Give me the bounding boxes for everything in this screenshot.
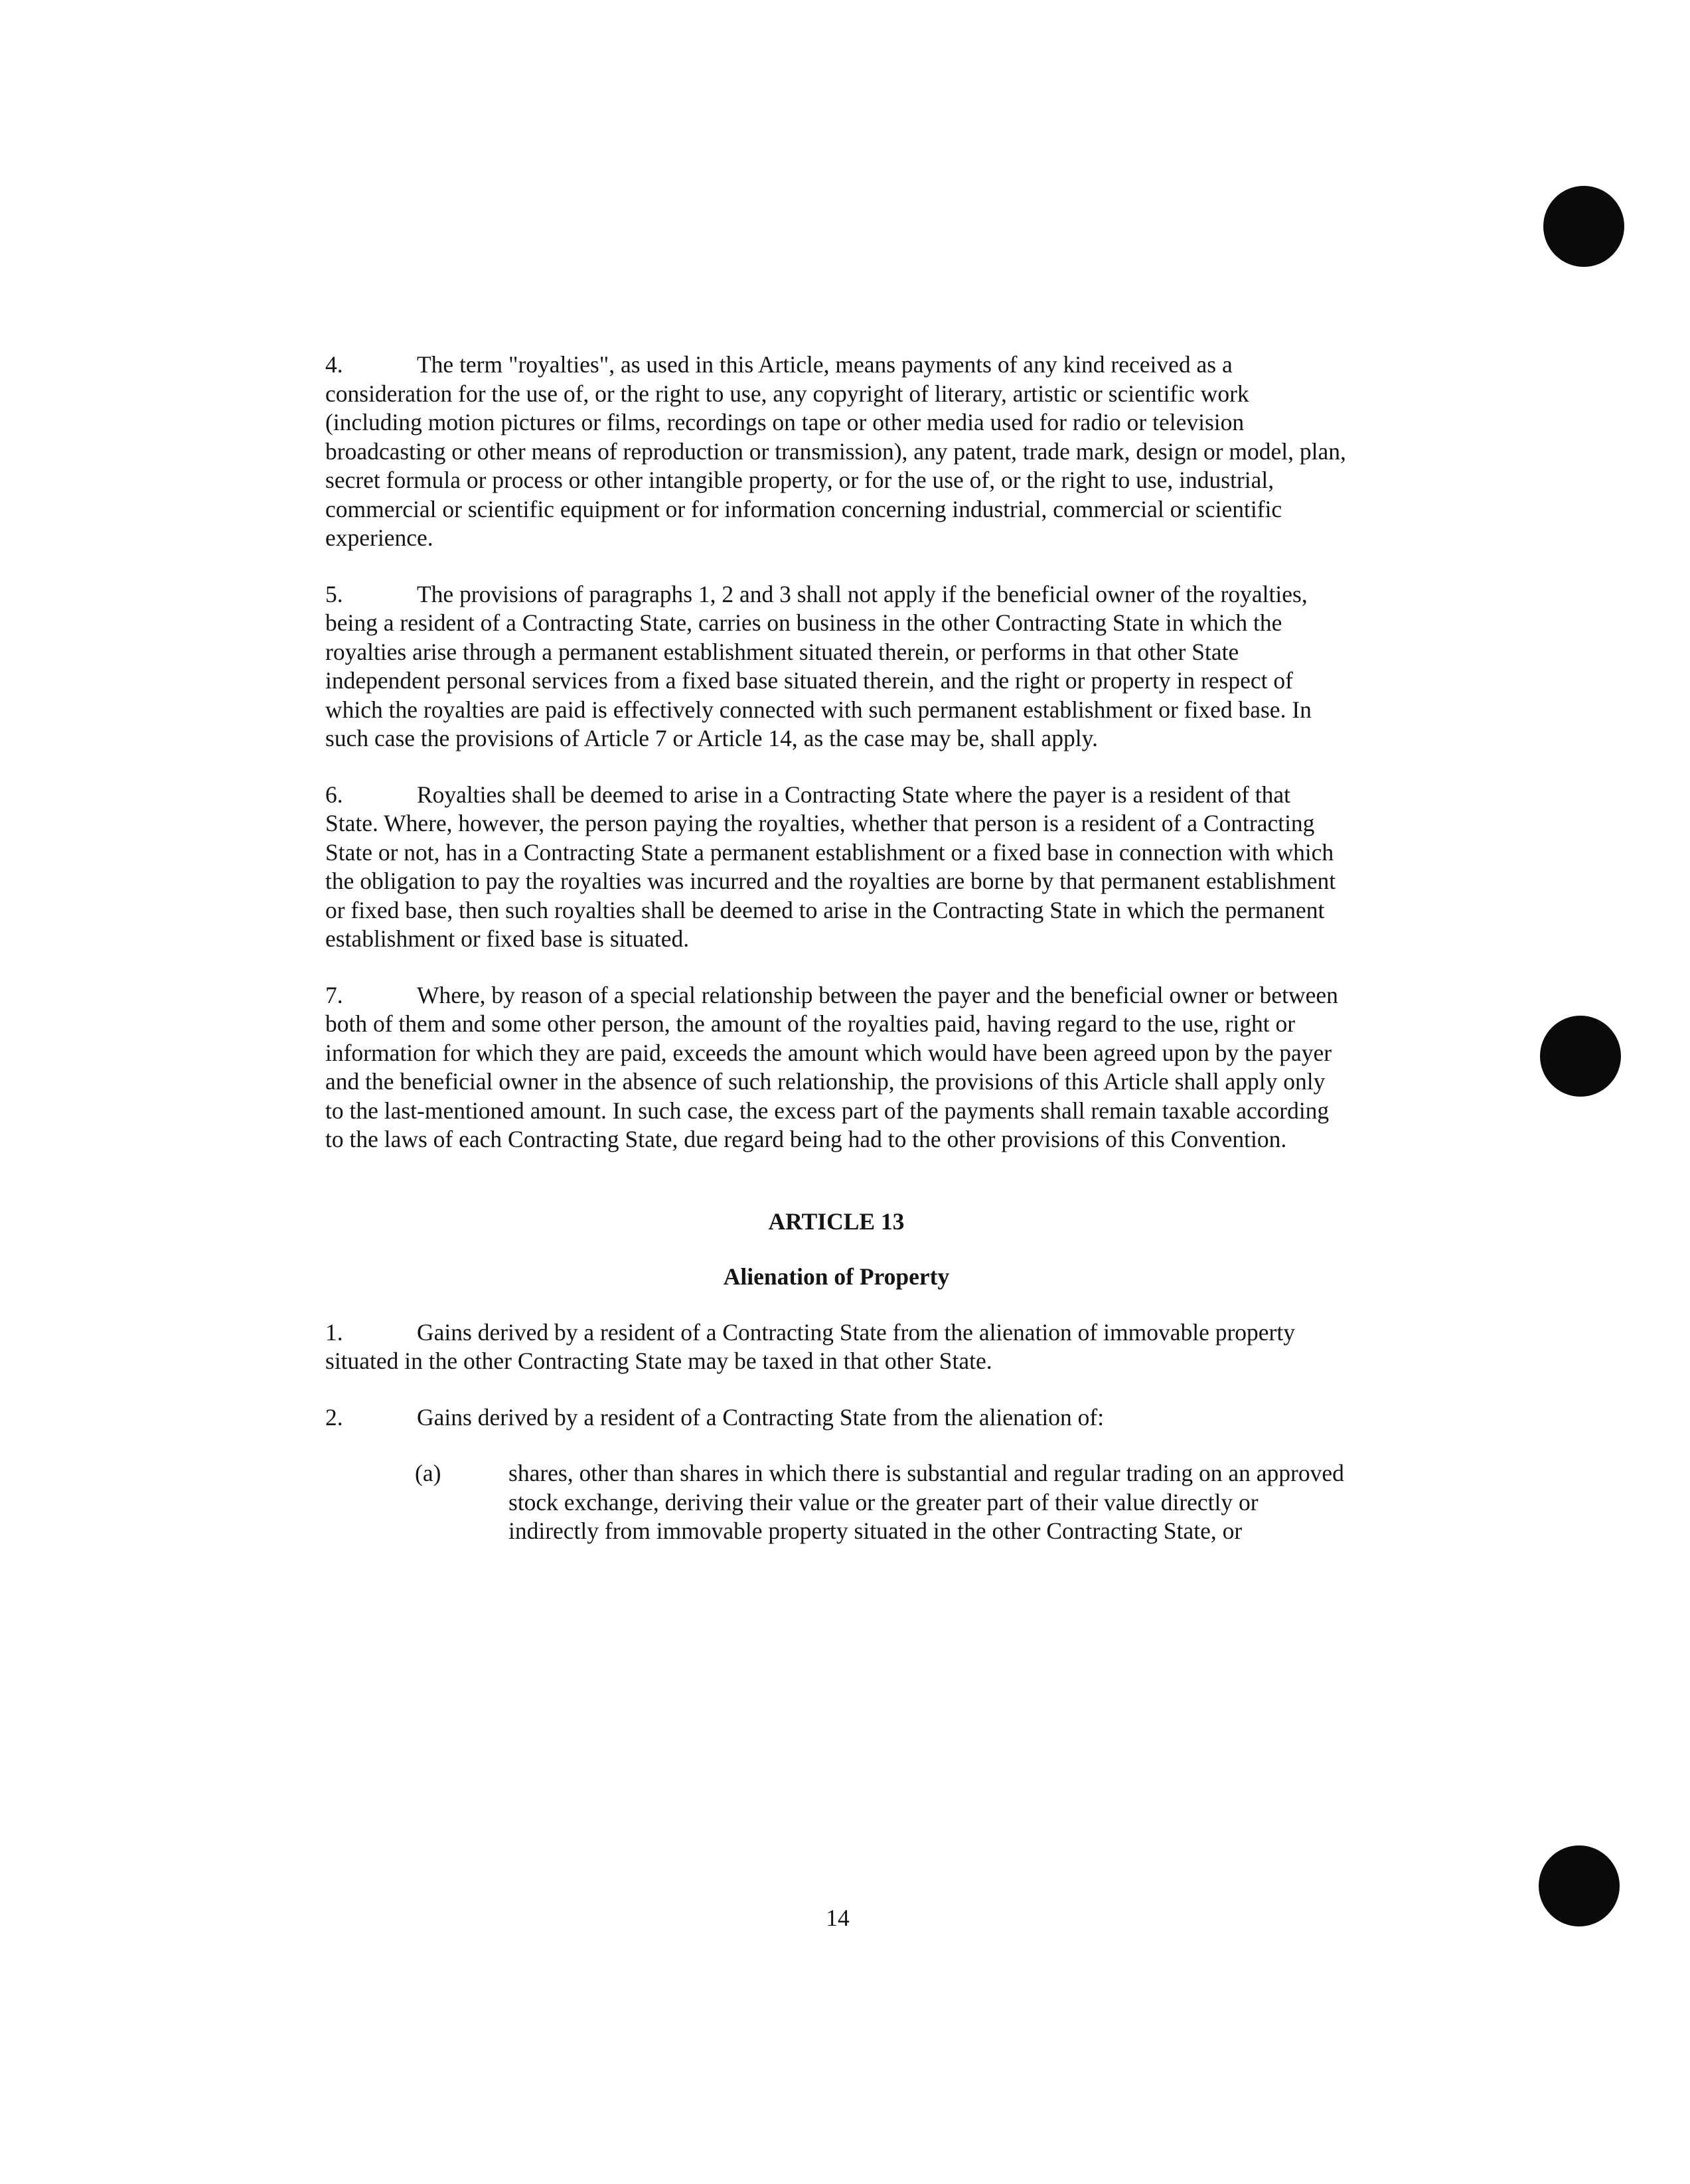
paragraph-text: The provisions of paragraphs 1, 2 and 3 shall not apply if the beneficial owner of the royalties, being a resident of a Contracting State, carries on business in the other Contracting State in which the royalties arise through a permanent establishment situated therein, or performs in that other State independent personal services from a fixed base situated therein, and the right or property in respect of which the royalties are paid is effectively connected with such permanent establishment or fixed base. In such case the provisions of Article 7 or Article 14, as the case may be, shall apply. [325,580,1312,751]
paragraph-text: Royalties shall be deemed to arise in a Contracting State where the payer is a resident of that State. Where, however, the person paying the royalties, whether that person is a resident of a Contracting State or not, has in a Contracting State a permanent establishment or a fixed base in connection with which the obligation to pay the royalties was incurred and the royalties are borne by that permanent establishment or fixed base, then such royalties shall be deemed to arise in the Contracting State in which the permanent establishment or fixed base is situated. [325,781,1336,952]
page-number: 14 [826,1905,850,1931]
page-number-container [0,1904,1690,1933]
sub-item-a [325,1459,1347,1546]
punch-hole-middle [1540,1016,1621,1097]
article-subtitle: Alienation of Property [723,1263,950,1290]
paragraph-number: 4. [325,351,343,378]
punch-hole-top [1543,186,1624,267]
paragraph-number: 7. [325,981,343,1008]
paragraph-6 [325,781,1347,954]
article-paragraph-2 [325,1403,1347,1433]
paragraph-4 [325,351,1347,553]
paragraph-text: Gains derived by a resident of a Contracting State from the alienation of: [417,1403,1105,1431]
paragraph-5 [325,580,1347,753]
paragraph-text: Where, by reason of a special relationship between the payer and the beneficial owner or between both of them and some other person, the amount of the royalties paid, having regard to the use, right or information for which they are paid, exceeds the amount which would have been agreed upon by the payer and the beneficial owner in the absence of such relationship, the provisions of this Article shall apply only to the last-mentioned amount. In such case, the excess part of the payments shall remain taxable according to the laws of each Contracting State, due regard being had to the other provisions of this Convention. [325,981,1338,1152]
paragraph-number: 5. [325,580,343,607]
paragraph-number: 1. [325,1318,343,1346]
article-paragraph-1 [325,1318,1347,1376]
paragraph-7 [325,981,1347,1154]
paragraph-text: The term "royalties", as used in this Article, means payments of any kind received as a consideration for the use of, or the right to use, any copyright of literary, artistic or scientific work (including motion pictures or films, recordings on tape or other media used for radio or television broadcasting or other means of reproduction or transmission), any patent, trade mark, design or model, plan, secret formula or process or other intangible property, or for the use of, or the right to use, industrial, commercial or scientific equipment or for information concerning industrial, commercial or scientific experience. [325,351,1346,551]
sub-item-label: (a) [415,1460,441,1486]
paragraph-number: 6. [325,781,343,808]
sub-item-text: shares, other than shares in which there is substantial and regular trading on an approved stock exchange, deriving their value or the greater part of their value directly or indirectly from immovable property situated in the other Contracting State, or [508,1460,1344,1544]
article-title: ARTICLE 13 [768,1208,905,1235]
paragraph-number: 2. [325,1403,343,1431]
paragraph-text: Gains derived by a resident of a Contracting State from the alienation of immovable property situated in the other Contracting State may be taxed in that other State. [325,1318,1295,1374]
document-body [325,351,1347,1546]
